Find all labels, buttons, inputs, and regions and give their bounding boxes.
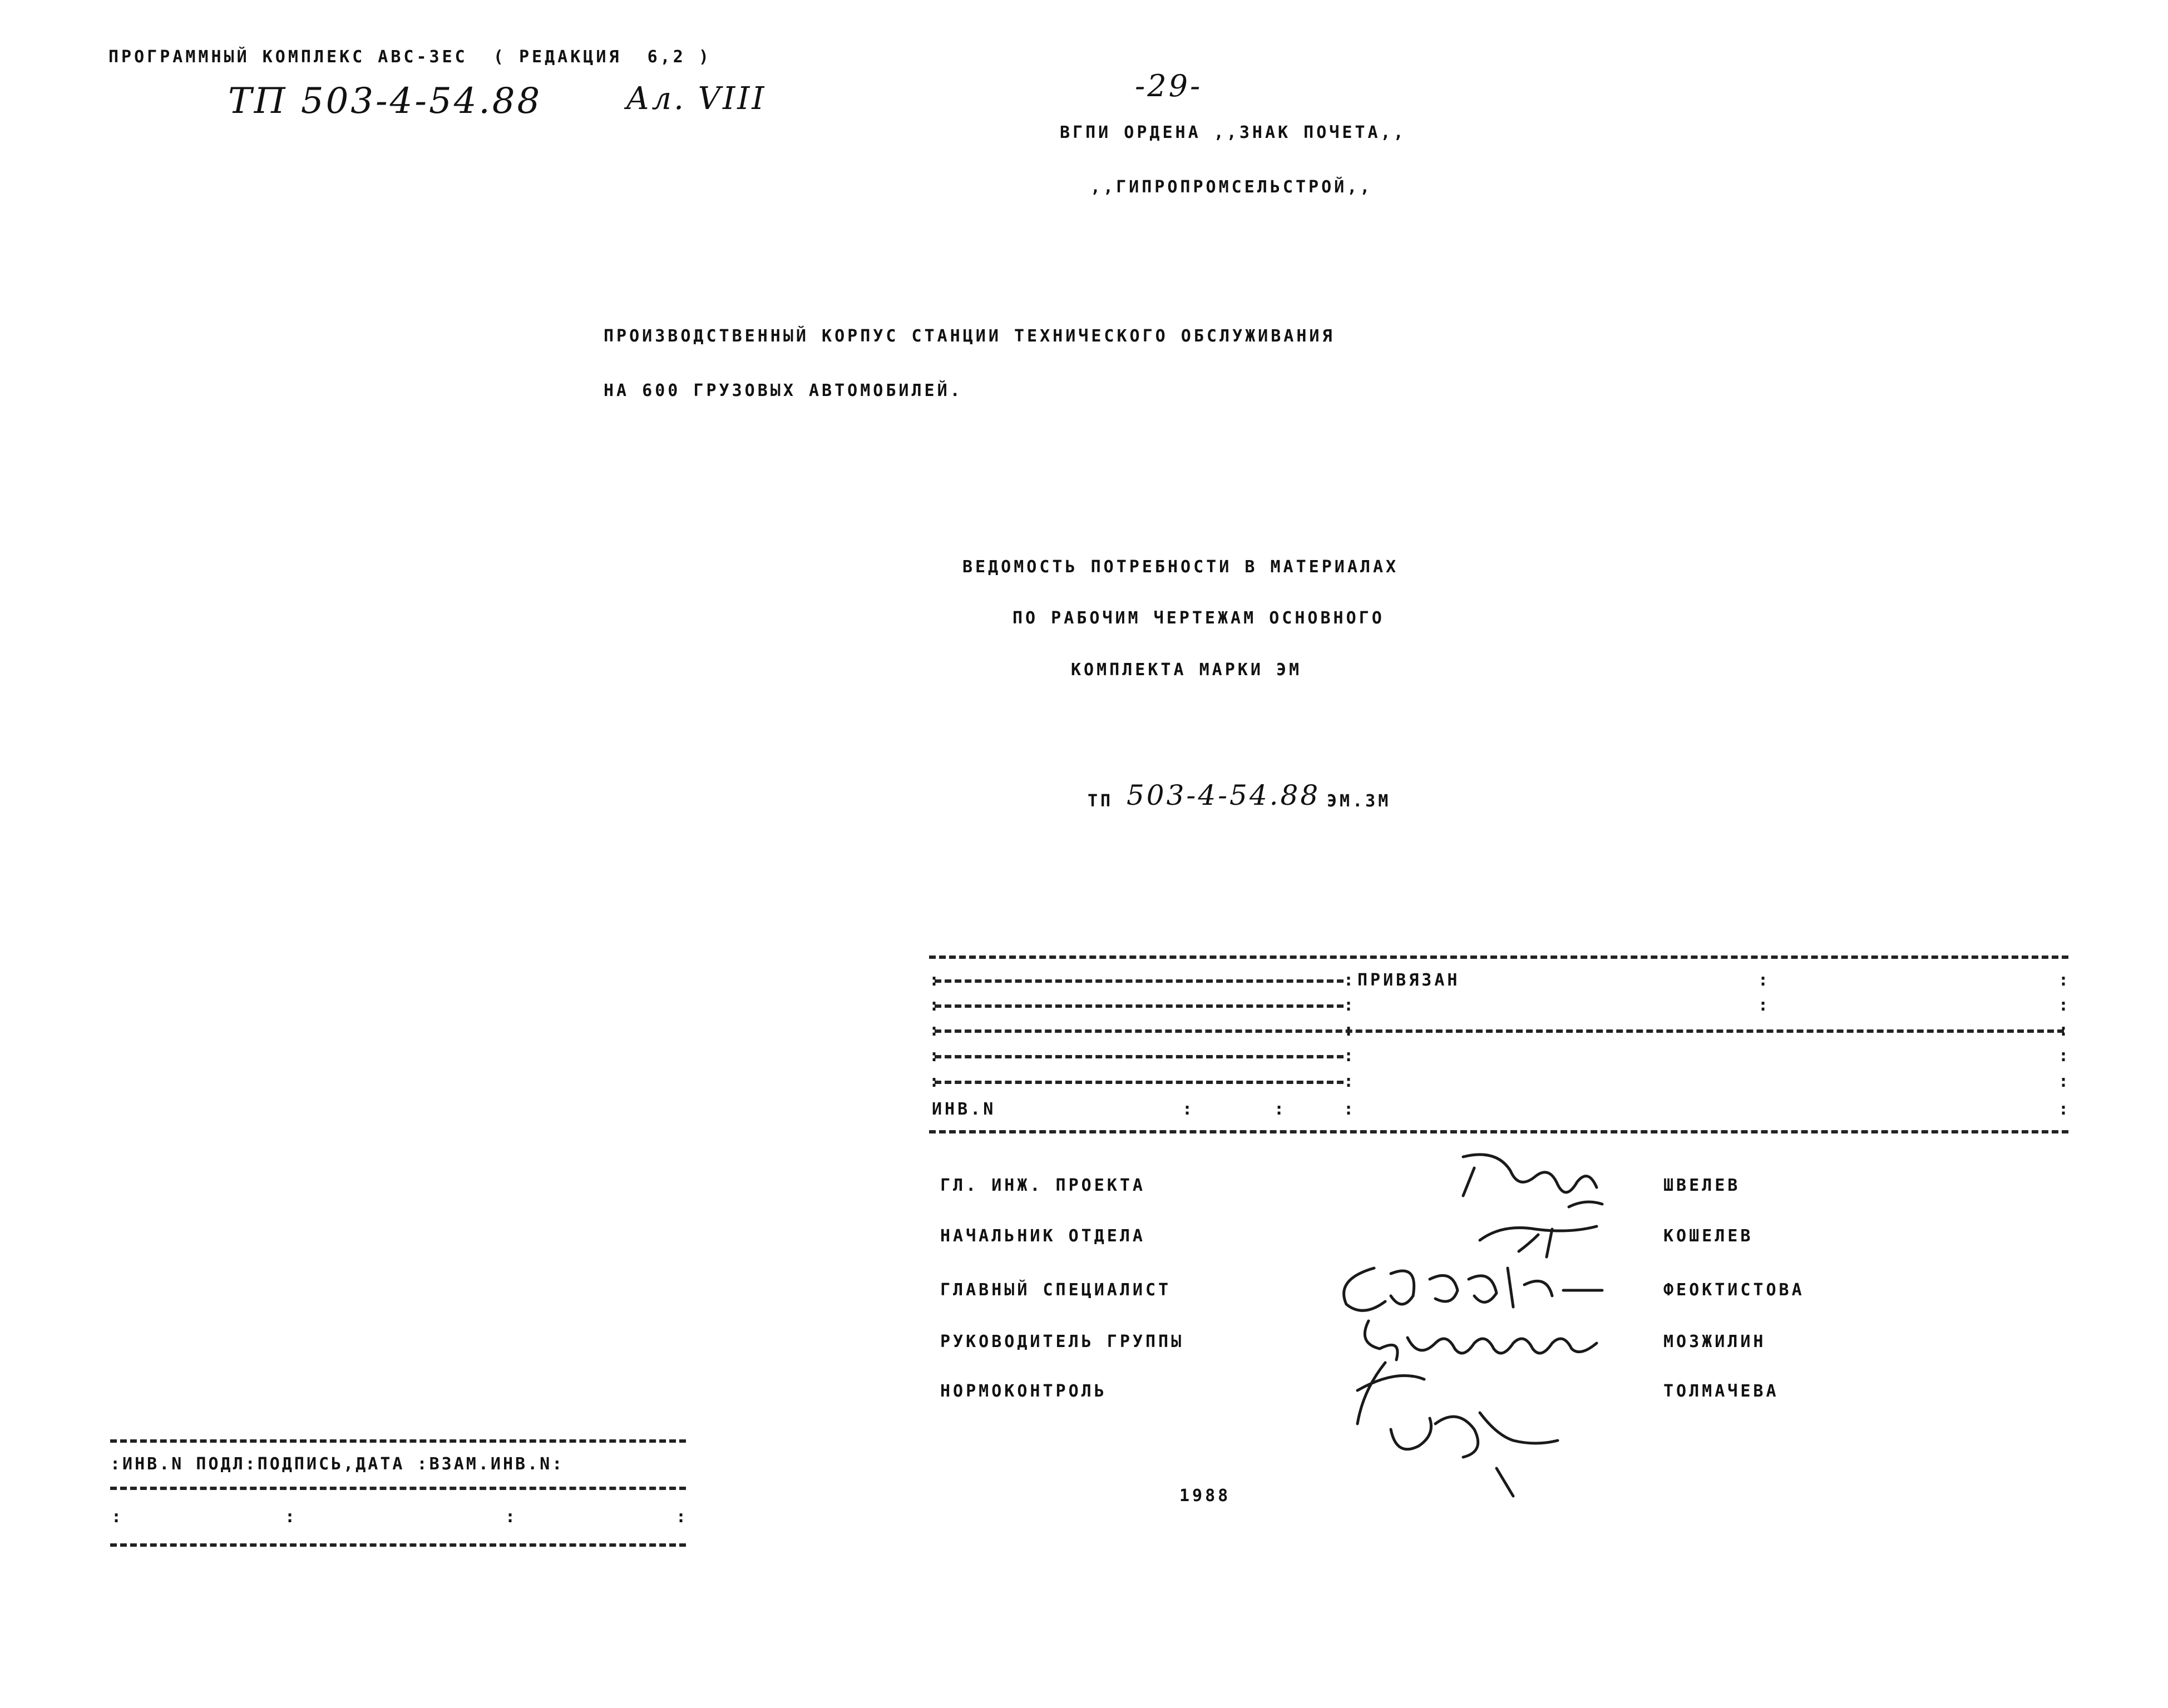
inventory-number-label: ИНВ.N [932,1100,996,1119]
table-border-top [929,956,2068,959]
handwritten-signature [1346,1357,1569,1502]
stamp-border-top [110,1439,686,1443]
signature-role: НОРМОКОНТРОЛЬ [940,1382,1107,1401]
document-page: ПРОГРАММНЫЙ КОМПЛЕКС АВС-ЗЕС ( РЕДАКЦИЯ 6,2 ) ТП 503-4-54.88 Ал. VIII -29- ВГПИ ОРДЕНА ,,ЗНАК ПОЧЕТА,, ,,ГИПРОПРОМСЕЛЬСТРОЙ,, ПРОИЗВОДСТВЕННЫЙ КОРПУС СТАНЦИИ ТЕХНИЧЕСКОГО ОБСЛУЖИВАНИЯ НА 600 ГРУЗОВЫХ АВТОМОБИЛЕЙ. ВЕДОМОСТЬ ПОТРЕБНОСТИ В МАТЕРИАЛАХ ПО РАБОЧИМ ЧЕРТЕЖАМ ОСНОВНОГО КОМПЛЕКТА МАРКИ ЭМ ТП 503-4-54.88 ЭМ.ЗМ : : : : : : : : : : : : : : : : : : : : : ПРИВЯЗАН ИНВ.N ГЛ. ИНЖ. ПРОЕКТА НАЧАЛЬНИК ОТДЕЛА ГЛАВНЫЙ СПЕЦИАЛИСТ РУКОВОДИТЕЛЬ ГРУППЫ НОРМОКОНТРОЛЬ ШВЕЛЕВ КОШЕЛЕВ ФЕОКТИСТОВА МОЗЖИЛИН ТОЛМАЧЕВА 1988 :ИНВ.N ПОДЛ:ПОДПИСЬ,ДАТА :ВЗАМ.ИНВ.N: : : : : [0,0,2168,1708]
stamp-row-separator [110,1487,686,1490]
signature-role: РУКОВОДИТЕЛЬ ГРУППЫ [940,1332,1184,1351]
page-number: -29- [1135,68,1203,103]
binding-label: ПРИВЯЗАН [1357,971,1460,990]
stamp-header-row: :ИНВ.N ПОДЛ:ПОДПИСЬ,ДАТА :ВЗАМ.ИНВ.N: [110,1454,565,1474]
table-row-separator [935,1055,1344,1058]
designation-prefix: ТП [1088,791,1114,811]
program-complex-line: ПРОГРАММНЫЙ КОМПЛЕКС АВС-ЗЕС ( РЕДАКЦИЯ 6,2 ) [108,47,712,67]
album-number-handwritten: Ал. VIII [626,81,767,117]
project-title-line-1: ПРОИЗВОДСТВЕННЫЙ КОРПУС СТАНЦИИ ТЕХНИЧЕСКОГО ОБСЛУЖИВАНИЯ [604,326,1335,346]
signature-role: ГЛ. ИНЖ. ПРОЕКТА [940,1176,1145,1195]
signature-name: ШВЕЛЕВ [1663,1176,1741,1195]
statement-title-line-1: ВЕДОМОСТЬ ПОТРЕБНОСТИ В МАТЕРИАЛАХ [962,557,1399,577]
year: 1988 [1179,1486,1231,1506]
table-row-separator [935,1004,1344,1008]
statement-title-line-3: КОМПЛЕКТА МАРКИ ЭМ [1071,660,1302,680]
table-row-separator [935,979,1344,983]
table-row-separator [935,1081,1344,1084]
table-border-bottom [929,1130,2068,1133]
designation-code-handwritten: 503-4-54.88 [1127,779,1321,811]
project-code-handwritten: ТП 503-4-54.88 [228,81,542,122]
stamp-border-bottom [110,1543,686,1547]
handwritten-signature [1458,1146,1613,1218]
signature-role: ГЛАВНЫЙ СПЕЦИАЛИСТ [940,1280,1172,1300]
project-title-line-2: НА 600 ГРУЗОВЫХ АВТОМОБИЛЕЙ. [604,381,963,400]
signature-name: КОШЕЛЕВ [1663,1226,1754,1246]
organization-line-1: ВГПИ ОРДЕНА ,,ЗНАК ПОЧЕТА,, [1060,123,1406,142]
signature-name: ФЕОКТИСТОВА [1663,1280,1805,1300]
organization-line-2: ,,ГИПРОПРОМСЕЛЬСТРОЙ,, [1090,177,1373,197]
signature-name: ТОЛМАЧЕВА [1663,1382,1779,1401]
statement-title-line-2: ПО РАБОЧИМ ЧЕРТЕЖАМ ОСНОВНОГО [1013,608,1385,628]
signature-name: МОЗЖИЛИН [1663,1332,1766,1351]
designation-suffix: ЭМ.ЗМ [1327,791,1391,811]
signature-role: НАЧАЛЬНИК ОТДЕЛА [940,1226,1145,1246]
table-row-separator [935,1029,2064,1033]
